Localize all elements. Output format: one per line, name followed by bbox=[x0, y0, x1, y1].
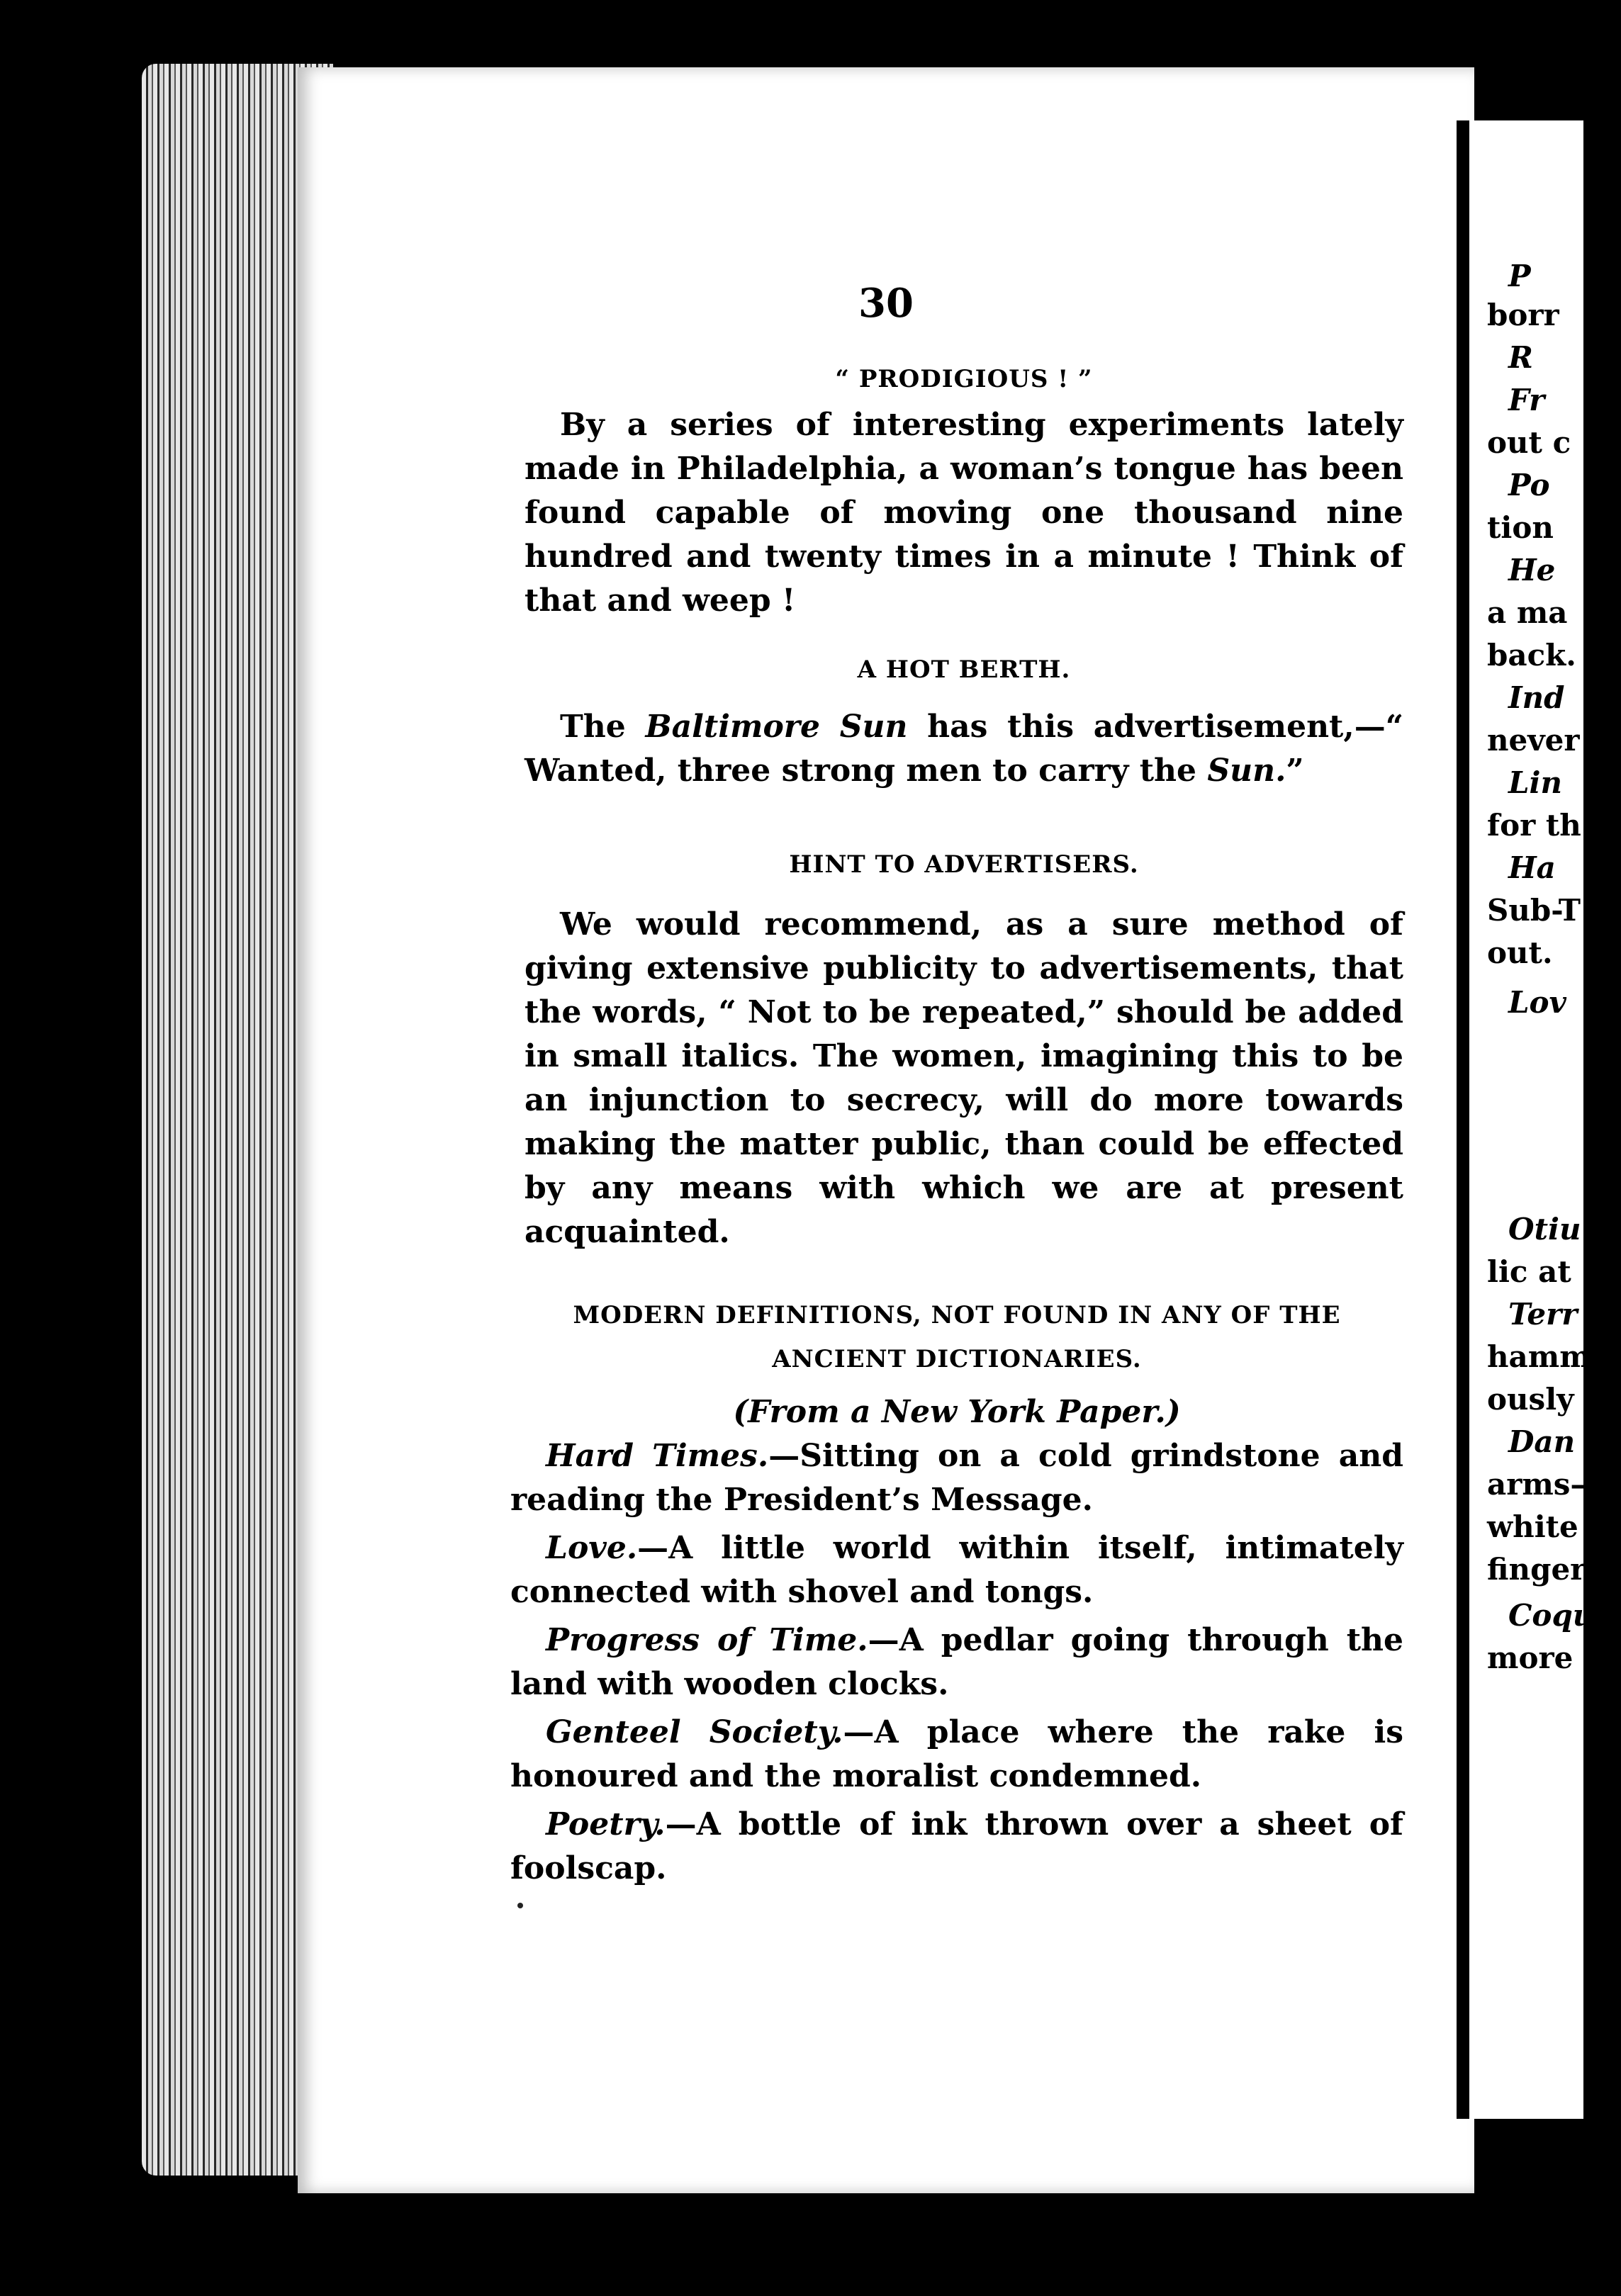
section-body: We would recommend, as a sure method of giving extensive publicity to advertisements, that the words, “ Not to be repeated,” should be added in small italics. The women, imagining this to be an injunction to secrecy, will do more towards making the matter public, than could be effected by any means with which we are at present acquainted. bbox=[525, 906, 1403, 1250]
definition-text: —A bottle of ink thrown over a sheet of foolscap. bbox=[510, 1806, 1403, 1886]
right-page-fragment: lic at bbox=[1487, 1254, 1571, 1289]
definition-term: Genteel Society. bbox=[546, 1714, 843, 1750]
definition-term: Progress of Time. bbox=[546, 1622, 868, 1658]
right-page-fragment: finger. bbox=[1487, 1552, 1594, 1587]
right-page-fragment: Ind bbox=[1508, 680, 1565, 715]
right-page-fragment: out. bbox=[1487, 935, 1553, 970]
left-page bbox=[298, 67, 1474, 2193]
right-page-fragment: Ha bbox=[1508, 850, 1556, 885]
section-prodigious bbox=[525, 365, 1403, 623]
body-italic: Baltimore Sun bbox=[645, 709, 908, 745]
section-title: “ PRODIGIOUS ! ” bbox=[835, 365, 1093, 393]
body-italic: Sun. bbox=[1207, 753, 1286, 789]
page-number: 30 bbox=[858, 280, 914, 327]
right-page-fragment: Terr bbox=[1508, 1297, 1578, 1332]
section-source: (From a New York Paper.) bbox=[733, 1394, 1181, 1430]
section-body bbox=[525, 705, 1403, 793]
section-body: By a series of interesting experiments lately made in Philadelphia, a woman’s tongue has been found capable of moving one thousand nine hundred and twenty times in a minute ! Think of that and weep ! bbox=[525, 407, 1403, 619]
right-page-fragment: hamme bbox=[1487, 1339, 1610, 1374]
definition-text: —A pedlar going through the land with wooden clocks. bbox=[510, 1622, 1404, 1702]
right-page-fragment: back. bbox=[1487, 638, 1576, 673]
body-text: ” bbox=[1286, 753, 1304, 789]
right-page-fragment: He bbox=[1508, 553, 1556, 587]
ink-speck bbox=[517, 1903, 523, 1908]
section-title: HINT TO ADVERTISERS. bbox=[789, 850, 1139, 879]
body-text: The bbox=[560, 709, 646, 745]
right-page-fragment: never bbox=[1487, 723, 1580, 758]
right-page-fragment: ously v bbox=[1487, 1382, 1602, 1417]
right-page-fragment: out c bbox=[1487, 425, 1571, 460]
definition-term: Love. bbox=[546, 1530, 638, 1566]
right-page-fragment: R bbox=[1508, 340, 1533, 375]
right-page-fragment: more ac bbox=[1487, 1641, 1621, 1675]
definition-text: —A place where the rake is honoured and the moralist condemned. bbox=[510, 1714, 1403, 1794]
definition-item bbox=[510, 1711, 1403, 1799]
right-page-fragment: Lin bbox=[1508, 765, 1563, 800]
definition-item bbox=[510, 1526, 1403, 1614]
definition-text: —A little world within itself, intimately connected with shovel and tongs. bbox=[510, 1530, 1403, 1610]
definition-item bbox=[510, 1803, 1403, 1891]
right-page-fragment: tion bbox=[1487, 510, 1554, 545]
section-title: A HOT BERTH. bbox=[857, 655, 1071, 684]
section-hint bbox=[525, 850, 1403, 1254]
right-page-fragment: Po bbox=[1508, 468, 1550, 502]
body-text: has this advertisement,—“ Wanted, three strong men to carry the bbox=[525, 709, 1404, 789]
right-page-fragment: arms— bbox=[1487, 1467, 1600, 1502]
definition-term: Poetry. bbox=[546, 1806, 666, 1842]
right-page-fragment: Lov bbox=[1508, 985, 1566, 1020]
right-page-fragment: for th bbox=[1487, 808, 1581, 843]
right-page-fragment: a ma bbox=[1487, 595, 1568, 630]
right-page-fragment: borr bbox=[1487, 298, 1559, 332]
section-title: MODERN DEFINITIONS, NOT FOUND IN ANY OF THE ANCIENT DICTIONARIES. bbox=[573, 1301, 1341, 1373]
right-page-fragment: Sub-T bbox=[1487, 893, 1581, 928]
right-page bbox=[1457, 120, 1621, 2119]
right-page-fragment: Otiu bbox=[1508, 1212, 1581, 1247]
definition-item bbox=[510, 1619, 1403, 1706]
right-page-fragment: white l bbox=[1487, 1509, 1600, 1544]
section-definitions bbox=[510, 1293, 1403, 1891]
right-page-fragment: P bbox=[1508, 259, 1531, 293]
definition-term: Hard Times. bbox=[546, 1438, 769, 1474]
definition-text: —Sitting on a cold grindstone and reading the President’s Message. bbox=[510, 1438, 1404, 1518]
right-page-fragment: Fr bbox=[1508, 383, 1545, 417]
section-hot-berth bbox=[525, 655, 1403, 793]
right-page-fragment: Coqu bbox=[1508, 1598, 1595, 1633]
right-page-fragment: Dan bbox=[1508, 1424, 1576, 1459]
definition-list bbox=[510, 1434, 1403, 1891]
definition-item bbox=[510, 1434, 1403, 1522]
